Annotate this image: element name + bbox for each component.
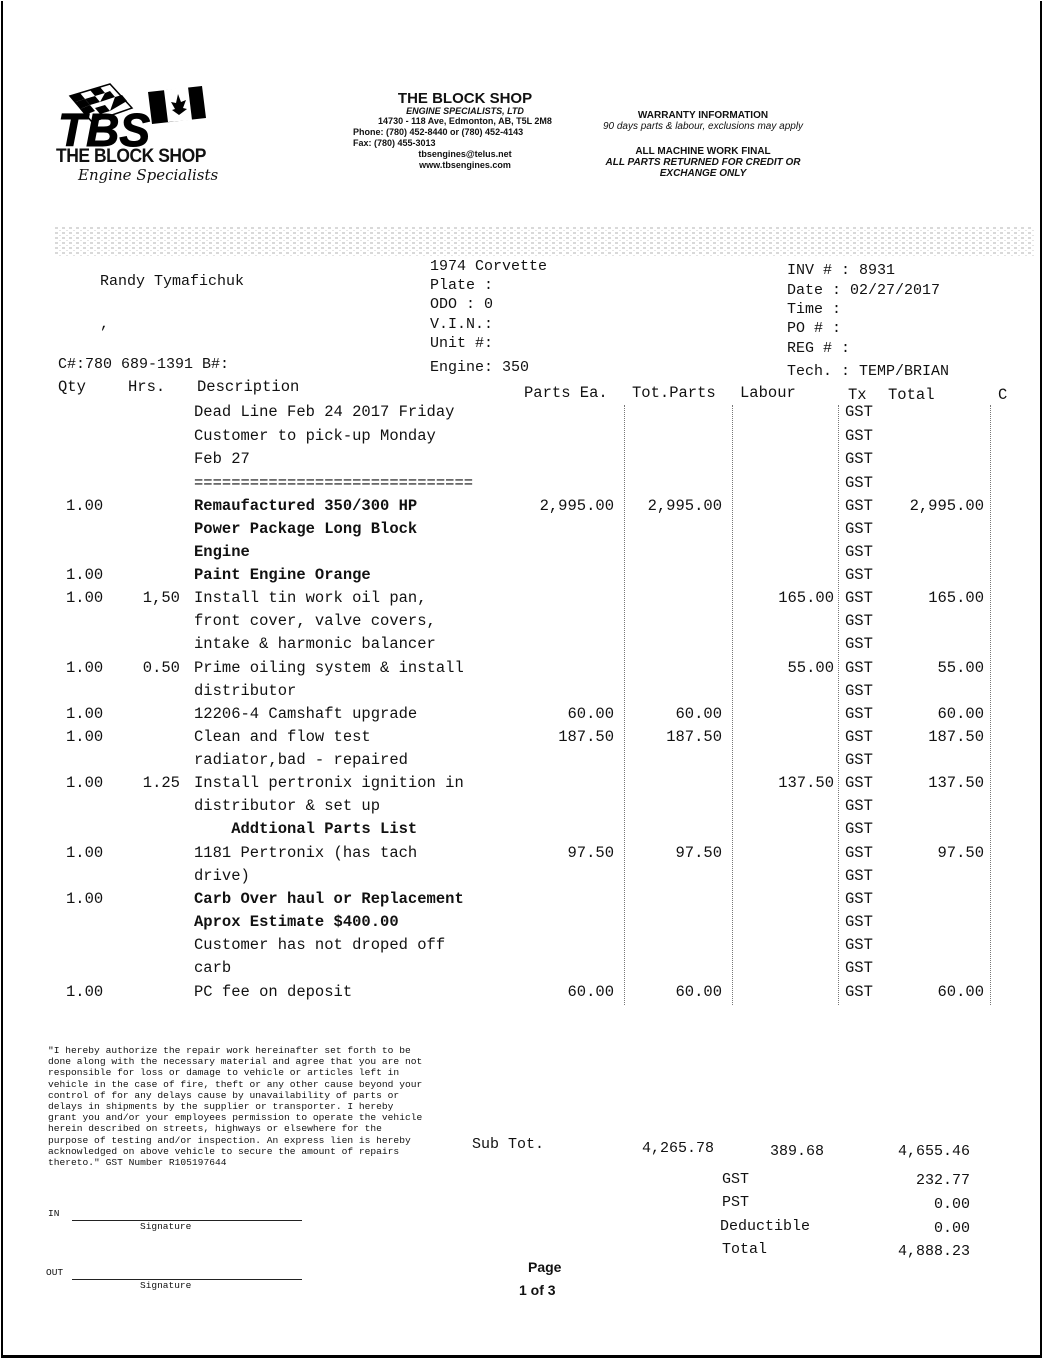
row-description: intake & harmonic balancer bbox=[194, 635, 436, 653]
subtotal-amount: 4,655.46 bbox=[897, 1143, 970, 1160]
table-row bbox=[0, 427, 1046, 449]
table-row bbox=[0, 635, 1046, 657]
row-qty: 1.00 bbox=[66, 659, 104, 677]
row-tax: GST bbox=[845, 520, 873, 538]
row-total-parts: 60.00 bbox=[675, 983, 722, 1001]
table-row bbox=[0, 983, 1046, 1005]
scan-noise bbox=[55, 227, 1035, 257]
row-qty: 1.00 bbox=[66, 728, 104, 746]
row-description: drive) bbox=[194, 867, 250, 885]
row-description: carb bbox=[194, 959, 232, 977]
row-description: Feb 27 bbox=[194, 450, 250, 468]
company-address: 14730 - 118 Ave, Edmonton, AB, T5L 2M8 bbox=[378, 116, 552, 126]
row-description: Engine bbox=[194, 543, 250, 561]
vehicle-odo: ODO : 0 bbox=[430, 296, 494, 313]
row-qty: 1.00 bbox=[66, 589, 104, 607]
header-labour: Labour bbox=[740, 384, 796, 402]
column-headers bbox=[0, 378, 1046, 404]
row-total: 2,995.00 bbox=[909, 497, 984, 515]
row-tax: GST bbox=[845, 566, 873, 584]
row-description: Prime oiling system & install bbox=[194, 659, 464, 677]
row-tax: GST bbox=[845, 427, 873, 445]
signature-out-caption: Signature bbox=[140, 1280, 192, 1291]
row-description: Dead Line Feb 24 2017 Friday bbox=[194, 403, 455, 421]
company-subtitle: ENGINE SPECIALISTS, LTD bbox=[406, 106, 524, 116]
row-description: 12206-4 Camshaft upgrade bbox=[194, 705, 418, 723]
vehicle-plate: Plate : bbox=[430, 277, 494, 294]
invoice-number: INV # : 8931 bbox=[787, 262, 896, 279]
table-row bbox=[0, 867, 1046, 889]
row-hours: 1.25 bbox=[142, 774, 180, 792]
row-tax: GST bbox=[845, 705, 873, 723]
row-qty: 1.00 bbox=[66, 705, 104, 723]
row-description: Carb Over haul or Replacement bbox=[194, 890, 464, 908]
company-info bbox=[345, 90, 585, 171]
row-total-parts: 60.00 bbox=[675, 705, 722, 723]
table-row bbox=[0, 682, 1046, 704]
row-tax: GST bbox=[845, 936, 873, 954]
row-parts-each: 60.00 bbox=[567, 983, 614, 1001]
row-total-parts: 97.50 bbox=[675, 844, 722, 862]
invoice-date: Date : 02/27/2017 bbox=[787, 282, 941, 299]
row-tax: GST bbox=[845, 913, 873, 931]
header-c: C bbox=[998, 386, 1008, 404]
table-row bbox=[0, 890, 1046, 912]
gst-amount: 232.77 bbox=[915, 1172, 970, 1189]
row-description: radiator,bad - repaired bbox=[194, 751, 408, 769]
total-label: Total bbox=[722, 1241, 768, 1258]
row-total: 60.00 bbox=[937, 705, 984, 723]
gst-label: GST bbox=[722, 1171, 750, 1188]
header-hrs: Hrs. bbox=[128, 378, 166, 396]
table-row bbox=[0, 705, 1046, 727]
warranty-returns-2: EXCHANGE ONLY bbox=[659, 168, 747, 179]
subtotal-labour: 389.68 bbox=[769, 1143, 824, 1160]
vehicle-engine: Engine: 350 bbox=[430, 359, 530, 376]
deductible-amount: 0.00 bbox=[933, 1220, 970, 1237]
total-amount: 4,888.23 bbox=[897, 1243, 970, 1260]
row-qty: 1.00 bbox=[66, 566, 104, 584]
row-tax: GST bbox=[845, 659, 873, 677]
row-parts-each: 60.00 bbox=[567, 705, 614, 723]
table-row bbox=[0, 403, 1046, 425]
warranty-returns-1: ALL PARTS RETURNED FOR CREDIT OR bbox=[605, 157, 801, 168]
row-qty: 1.00 bbox=[66, 983, 104, 1001]
row-tax: GST bbox=[845, 450, 873, 468]
row-total: 187.50 bbox=[928, 728, 984, 746]
row-total-parts: 2,995.00 bbox=[647, 497, 722, 515]
row-tax: GST bbox=[845, 890, 873, 908]
row-tax: GST bbox=[845, 497, 873, 515]
row-description: Install tin work oil pan, bbox=[194, 589, 427, 607]
table-row bbox=[0, 728, 1046, 750]
row-description: Power Package Long Block bbox=[194, 520, 418, 538]
vehicle-vin: V.I.N.: bbox=[430, 316, 494, 333]
row-tax: GST bbox=[845, 612, 873, 630]
row-total: 55.00 bbox=[937, 659, 984, 677]
row-description: Customer to pick-up Monday bbox=[194, 427, 436, 445]
page-label: Page bbox=[528, 1259, 562, 1275]
logo-name: THE BLOCK SHOP bbox=[56, 146, 206, 167]
table-row bbox=[0, 450, 1046, 472]
row-description: Clean and flow test bbox=[194, 728, 371, 746]
header-qty: Qty bbox=[58, 378, 86, 396]
pst-amount: 0.00 bbox=[933, 1196, 970, 1213]
table-row bbox=[0, 774, 1046, 796]
table-row bbox=[0, 589, 1046, 611]
table-row bbox=[0, 751, 1046, 773]
row-qty: 1.00 bbox=[66, 497, 104, 515]
row-description: Addtional Parts List bbox=[194, 820, 418, 838]
row-tax: GST bbox=[845, 543, 873, 561]
row-parts-each: 97.50 bbox=[567, 844, 614, 862]
header-tax: Tx bbox=[848, 386, 867, 404]
table-row bbox=[0, 497, 1046, 519]
logo-letters: TBS bbox=[58, 104, 150, 156]
header-description: Description bbox=[197, 378, 300, 396]
company-email: tbsengines@telus.net bbox=[418, 149, 512, 159]
row-tax: GST bbox=[845, 635, 873, 653]
row-tax: GST bbox=[845, 983, 873, 1001]
row-tax: GST bbox=[845, 403, 873, 421]
row-qty: 1.00 bbox=[66, 774, 104, 792]
invoice-time: Time : bbox=[787, 301, 842, 318]
table-row bbox=[0, 566, 1046, 588]
deductible-label: Deductible bbox=[720, 1218, 811, 1235]
vehicle-unit: Unit #: bbox=[430, 335, 494, 352]
table-row bbox=[0, 936, 1046, 958]
row-description: front cover, valve covers, bbox=[194, 612, 436, 630]
row-tax: GST bbox=[845, 728, 873, 746]
row-labour: 137.50 bbox=[778, 774, 834, 792]
table-row bbox=[0, 844, 1046, 866]
row-tax: GST bbox=[845, 589, 873, 607]
pst-label: PST bbox=[722, 1194, 750, 1211]
header-parts-each: Parts Ea. bbox=[524, 384, 608, 402]
row-total: 165.00 bbox=[928, 589, 984, 607]
vehicle-model: 1974 Corvette bbox=[430, 258, 548, 275]
table-row bbox=[0, 959, 1046, 981]
row-description: 1181 Pertronix (has tach bbox=[194, 844, 418, 862]
row-labour: 55.00 bbox=[787, 659, 834, 677]
row-description: Install pertronix ignition in bbox=[194, 774, 464, 792]
table-row bbox=[0, 820, 1046, 842]
row-tax: GST bbox=[845, 774, 873, 792]
row-tax: GST bbox=[845, 959, 873, 977]
row-qty: 1.00 bbox=[66, 844, 104, 862]
row-tax: GST bbox=[845, 797, 873, 815]
row-tax: GST bbox=[845, 867, 873, 885]
table-row bbox=[0, 913, 1046, 935]
invoice-po: PO # : bbox=[787, 320, 842, 337]
table-row bbox=[0, 543, 1046, 565]
row-total-parts: 187.50 bbox=[666, 728, 722, 746]
row-tax: GST bbox=[845, 751, 873, 769]
header-total-parts: Tot.Parts bbox=[632, 384, 716, 402]
table-row bbox=[0, 474, 1046, 496]
row-total: 60.00 bbox=[937, 983, 984, 1001]
row-description: PC fee on deposit bbox=[194, 983, 353, 1001]
row-tax: GST bbox=[845, 820, 873, 838]
row-hours: 0.50 bbox=[142, 659, 180, 677]
row-total: 137.50 bbox=[928, 774, 984, 792]
invoice-tech: Tech. : TEMP/BRIAN bbox=[787, 363, 950, 380]
warranty-final: ALL MACHINE WORK FINAL bbox=[635, 146, 771, 157]
row-tax: GST bbox=[845, 682, 873, 700]
row-total: 97.50 bbox=[937, 844, 984, 862]
customer-phone: C#:780 689-1391 B#: bbox=[58, 356, 230, 373]
row-tax: GST bbox=[845, 474, 873, 492]
row-description: ============================== bbox=[194, 474, 474, 492]
company-web: www.tbsengines.com bbox=[419, 160, 511, 170]
row-tax: GST bbox=[845, 844, 873, 862]
company-name: THE BLOCK SHOP bbox=[397, 90, 533, 107]
row-labour: 165.00 bbox=[778, 589, 834, 607]
page-number: 1 of 3 bbox=[519, 1282, 556, 1298]
warranty-terms: 90 days parts & labour, exclusions may apply bbox=[602, 121, 804, 132]
company-phone: Phone: (780) 452-8440 or (780) 452-4143 bbox=[353, 127, 524, 137]
row-description: Aprox Estimate $400.00 bbox=[194, 913, 399, 931]
header-total: Total bbox=[888, 386, 935, 404]
table-row bbox=[0, 520, 1046, 542]
row-hours: 1,50 bbox=[142, 589, 180, 607]
table-row bbox=[0, 797, 1046, 819]
signature-out-label: OUT bbox=[46, 1267, 64, 1278]
row-description: Remaufactured 350/300 HP bbox=[194, 497, 418, 515]
customer-comma: , bbox=[100, 316, 110, 333]
signature-in-label: IN bbox=[48, 1208, 60, 1219]
canadian-flag-icon bbox=[148, 86, 206, 124]
invoice-reg: REG # : bbox=[787, 340, 851, 357]
company-fax: Fax: (780) 455-3013 bbox=[353, 138, 436, 148]
logo-tagline: Engine Specialists bbox=[78, 166, 219, 184]
row-description: Paint Engine Orange bbox=[194, 566, 371, 584]
customer-name: Randy Tymafichuk bbox=[100, 273, 245, 290]
signature-in-caption: Signature bbox=[140, 1221, 192, 1232]
authorization-text: "I hereby authorize the repair work hereinafter set forth to be done along with the necessary material and agree that you are not responsible for loss or damage to vehicle or articles left in vehicle in the case of fire, theft or any other cause beyond your control of for any delays cause by unavailability of parts or delays in shipments by the supplier or transporter. I hereby grant you and/or your employees permission to operate the vehicle herein described on streets, highways or elsewhere for the purpose of testing and/or inspection. An express lien is hereby acknowledged on above vehicle to secure the amount of repairs thereto." GST Number R105197644 bbox=[48, 1045, 423, 1169]
warranty-title: WARRANTY INFORMATION bbox=[637, 110, 769, 121]
row-qty: 1.00 bbox=[66, 890, 104, 908]
table-row bbox=[0, 612, 1046, 634]
subtotal-parts: 4,265.78 bbox=[641, 1140, 714, 1157]
row-description: Customer has not droped off bbox=[194, 936, 446, 954]
row-parts-each: 187.50 bbox=[558, 728, 614, 746]
subtotal-label: Sub Tot. bbox=[472, 1136, 545, 1153]
warranty-info bbox=[578, 110, 828, 179]
table-row bbox=[0, 659, 1046, 681]
row-description: distributor & set up bbox=[194, 797, 381, 815]
row-description: distributor bbox=[194, 682, 297, 700]
row-parts-each: 2,995.00 bbox=[539, 497, 614, 515]
